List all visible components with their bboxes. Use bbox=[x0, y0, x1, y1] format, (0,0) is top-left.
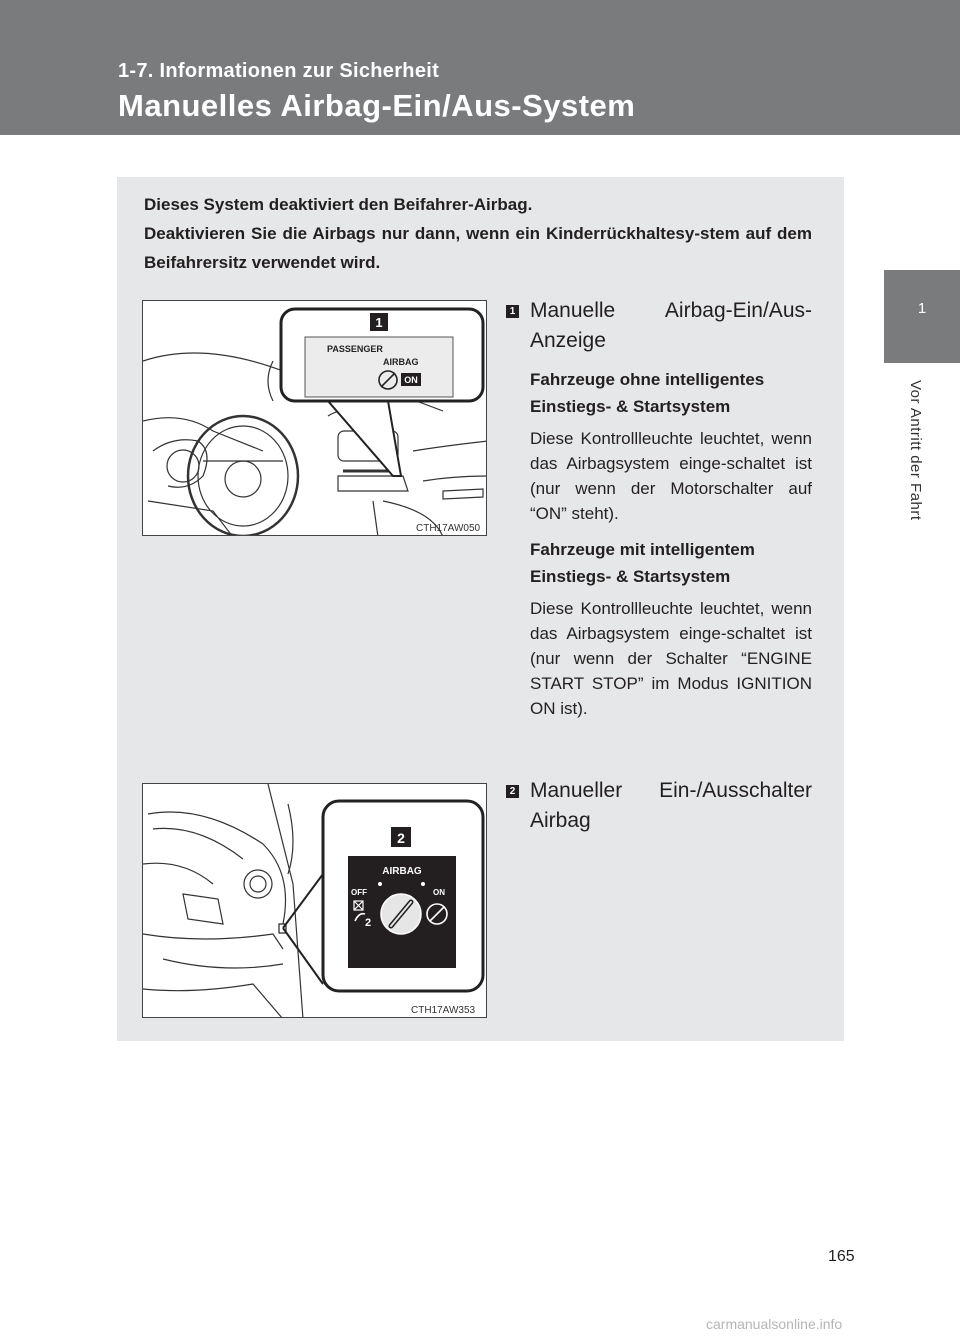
intro-line-2: Deaktivieren Sie die Airbags nur dann, wenn ein Kinderrückhaltesy-stem auf dem Beifahrersitz verwendet wird. bbox=[144, 224, 812, 272]
intro-text bbox=[144, 190, 812, 277]
chapter-label: Vor Antritt der Fahrt bbox=[907, 380, 924, 521]
airbag-label: AIRBAG bbox=[383, 357, 419, 367]
callout-1-label: 1 bbox=[375, 315, 383, 330]
item-1-badge: 1 bbox=[506, 305, 519, 318]
intro-line-1: Dieses System deaktiviert den Beifahrer-Airbag. bbox=[144, 195, 533, 214]
switch-illustration bbox=[142, 783, 487, 1018]
page-title: Manuelles Airbag-Ein/Aus-System bbox=[118, 88, 636, 123]
switch-on-label: ON bbox=[433, 888, 445, 897]
image-code-2: CTH17AW353 bbox=[411, 1005, 476, 1016]
on-indicator-label: ON bbox=[404, 375, 418, 385]
page-number: 165 bbox=[828, 1248, 855, 1265]
image-code-1: CTH17AW050 bbox=[416, 523, 481, 534]
item-1-sub-2: Fahrzeuge mit intelligentem Einstiegs- & Startsystem bbox=[530, 540, 755, 586]
dashboard-drawing bbox=[143, 301, 487, 536]
key-switch-knob[interactable] bbox=[381, 894, 421, 934]
watermark: carmanualsonline.info bbox=[706, 1316, 843, 1332]
item-2-heading: Manueller Ein-/Ausschalter Airbag bbox=[530, 779, 812, 832]
item-2 bbox=[506, 776, 812, 836]
item-2-badge: 2 bbox=[506, 785, 519, 798]
callout-2-label: 2 bbox=[397, 830, 405, 846]
section-title: 1-7. Informationen zur Sicherheit bbox=[118, 60, 440, 82]
item-1-sub-1: Fahrzeuge ohne intelligentes Einstiegs- & Startsystem bbox=[530, 370, 765, 416]
item-1-heading: Manuelle Airbag-Ein/Aus-Anzeige bbox=[530, 299, 812, 352]
item-1 bbox=[506, 296, 812, 721]
switch-airbag-label: AIRBAG bbox=[382, 866, 422, 877]
item-1-body-1: Diese Kontrollleuchte leuchtet, wenn das Airbagsystem einge-schaltet ist (nur wenn der Motorschalter auf “ON” steht). bbox=[530, 429, 812, 523]
dashboard-illustration bbox=[142, 300, 487, 536]
switch-two-label: 2 bbox=[365, 917, 372, 929]
switch-off-label: OFF bbox=[351, 888, 367, 897]
passenger-label: PASSENGER bbox=[327, 344, 383, 354]
item-1-body-2: Diese Kontrollleuchte leuchtet, wenn das Airbagsystem einge-schaltet ist (nur wenn der Schalter “ENGINE START STOP” im Modus IGNITION ON ist). bbox=[530, 599, 812, 718]
chapter-number: 1 bbox=[917, 300, 927, 317]
switch-drawing bbox=[143, 784, 487, 1018]
